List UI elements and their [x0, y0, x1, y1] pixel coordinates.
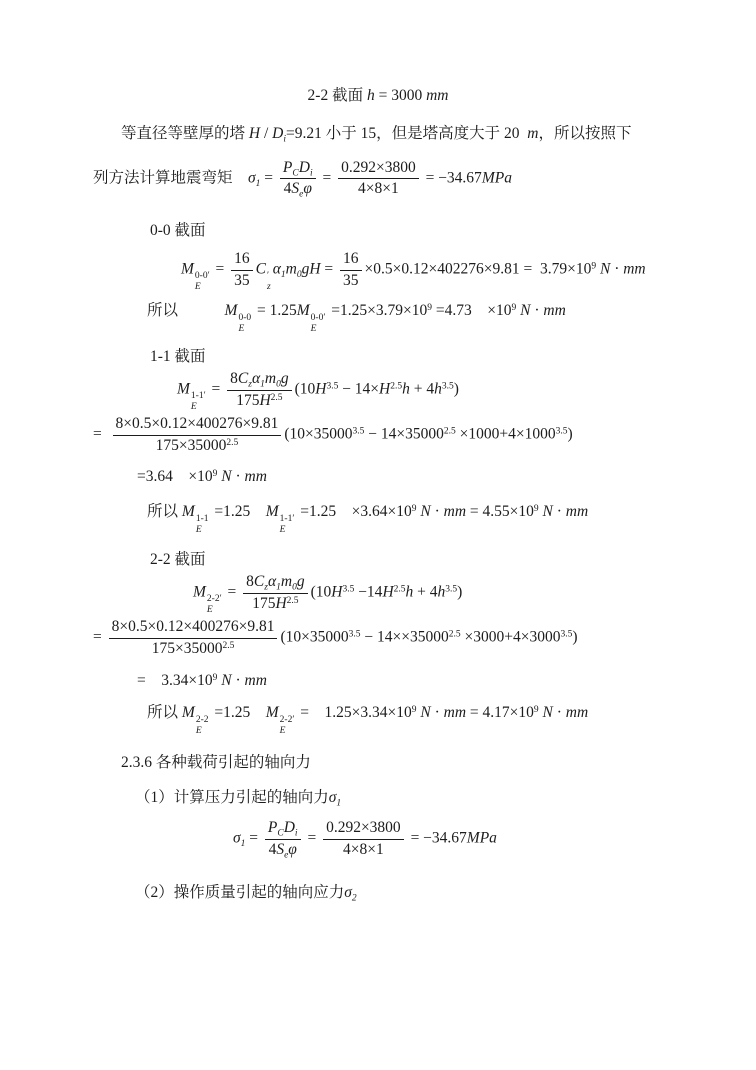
para-seismic-moment-sigma1: 列方法计算地震弯矩 $\sigma_1$ = $P_CD_i$ $4S_e\varphi$ = $\frac{0.292\times 3800}{4\times 8\times 1}$ = −34.67MPa [93, 158, 512, 200]
item-1-pressure-axial-force: （1）计算压力引起的轴向力$\sigma_1$ [135, 789, 342, 809]
formula-moment-1-1-value: =3.64 $\times 10^9$ N · mm [137, 468, 267, 486]
formula-sigma1: $\sigma_1$ = $P_CD_i$ $4S_e\varphi$ = $\frac{0.292\times 3800}{4\times 8\times 1}$ = −34.67MPa [233, 818, 497, 860]
heading-cross-section-2-2: 2-2 截面 h = 3000 mm [307, 87, 449, 104]
formula-moment-2-2-value: = $3.34\times 10^9$ N · mm [137, 671, 267, 689]
formula-moment-2-2: M 2-2′ E = $8C_z\alpha_1m_0g$ $175H^{2.5}$ $(10H^{3.5} -14H^{2.5}h + 4h^{3.5})$ [193, 572, 463, 616]
heading-section-0-0: 0-0 截面 [150, 222, 206, 240]
heading-2-3-6-axial-forces: 2.3.6 各种载荷引起的轴向力 [121, 754, 311, 772]
formula-moment-2-2-result: 所以 M 2-2 E =1.25 M 2-2′ E = $1.25\times 3.34\times 10^9$ N · mm = $4.17\times 10^9$ N · mm [147, 704, 589, 737]
heading-section-2-2: 2-2 截面 [150, 551, 206, 569]
para-tower-slenderness: 等直径等壁厚的塔 $H / D_i=9.21$ 小于 15，但是塔高度大于 20 m，所以按照下 [121, 124, 632, 145]
formula-moment-1-1-expanded: = $\frac{8\times 0.5\times 0.12\times 400276\times 9.81}{175\times 35000^{2.5}}$ $(10\times 35000^{3.5} - 14\times 35000^{2.5} \times 1000+4\times 1000^{3.5})$ [93, 415, 573, 454]
formula-moment-1-1: M 1-1′ E = $8C_z\alpha_1m_0g$ $175H^{2.5}$ $(10H^{3.5} - 14\times H^{2.5}h + 4h^{3.5})$ [177, 369, 459, 413]
item-2-operating-mass-axial-stress: （2）操作质量引起的轴向应力$\sigma_2$ [135, 884, 357, 904]
formula-moment-0-0: M 0-0′ E = $\frac{16}{35}$ C ′ z $\alpha_1m_0gH$ = $\frac{16}{35}$ $\times 0.5\times 0.12\times 402276\times 9.81 = 3.79\times 10^9$ N · mm [181, 249, 646, 293]
formula-moment-0-0-result: 所以 M 0-0 E = 1.25M 0-0′ E $=1.25\times 3.79\times 10^9 =4.73$ $\times 10^9$ N · mm [147, 302, 566, 335]
formula-moment-2-2-expanded: = $\frac{8\times 0.5\times 0.12\times 400276\times 9.81}{175\times 35000^{2.5}}$ $(10\times 35000^{3.5} - 14\times\times 35000^{2.5} \times 3000+4\times 3000^{3.5})$ [93, 618, 578, 657]
formula-moment-1-1-result: 所以 M 1-1 E =1.25 M 1-1′ E =1.25 $\times 3.64\times 10^9$ N · mm = $4.55\times 10^9$ N · mm [147, 503, 589, 536]
heading-section-1-1: 1-1 截面 [150, 347, 206, 365]
